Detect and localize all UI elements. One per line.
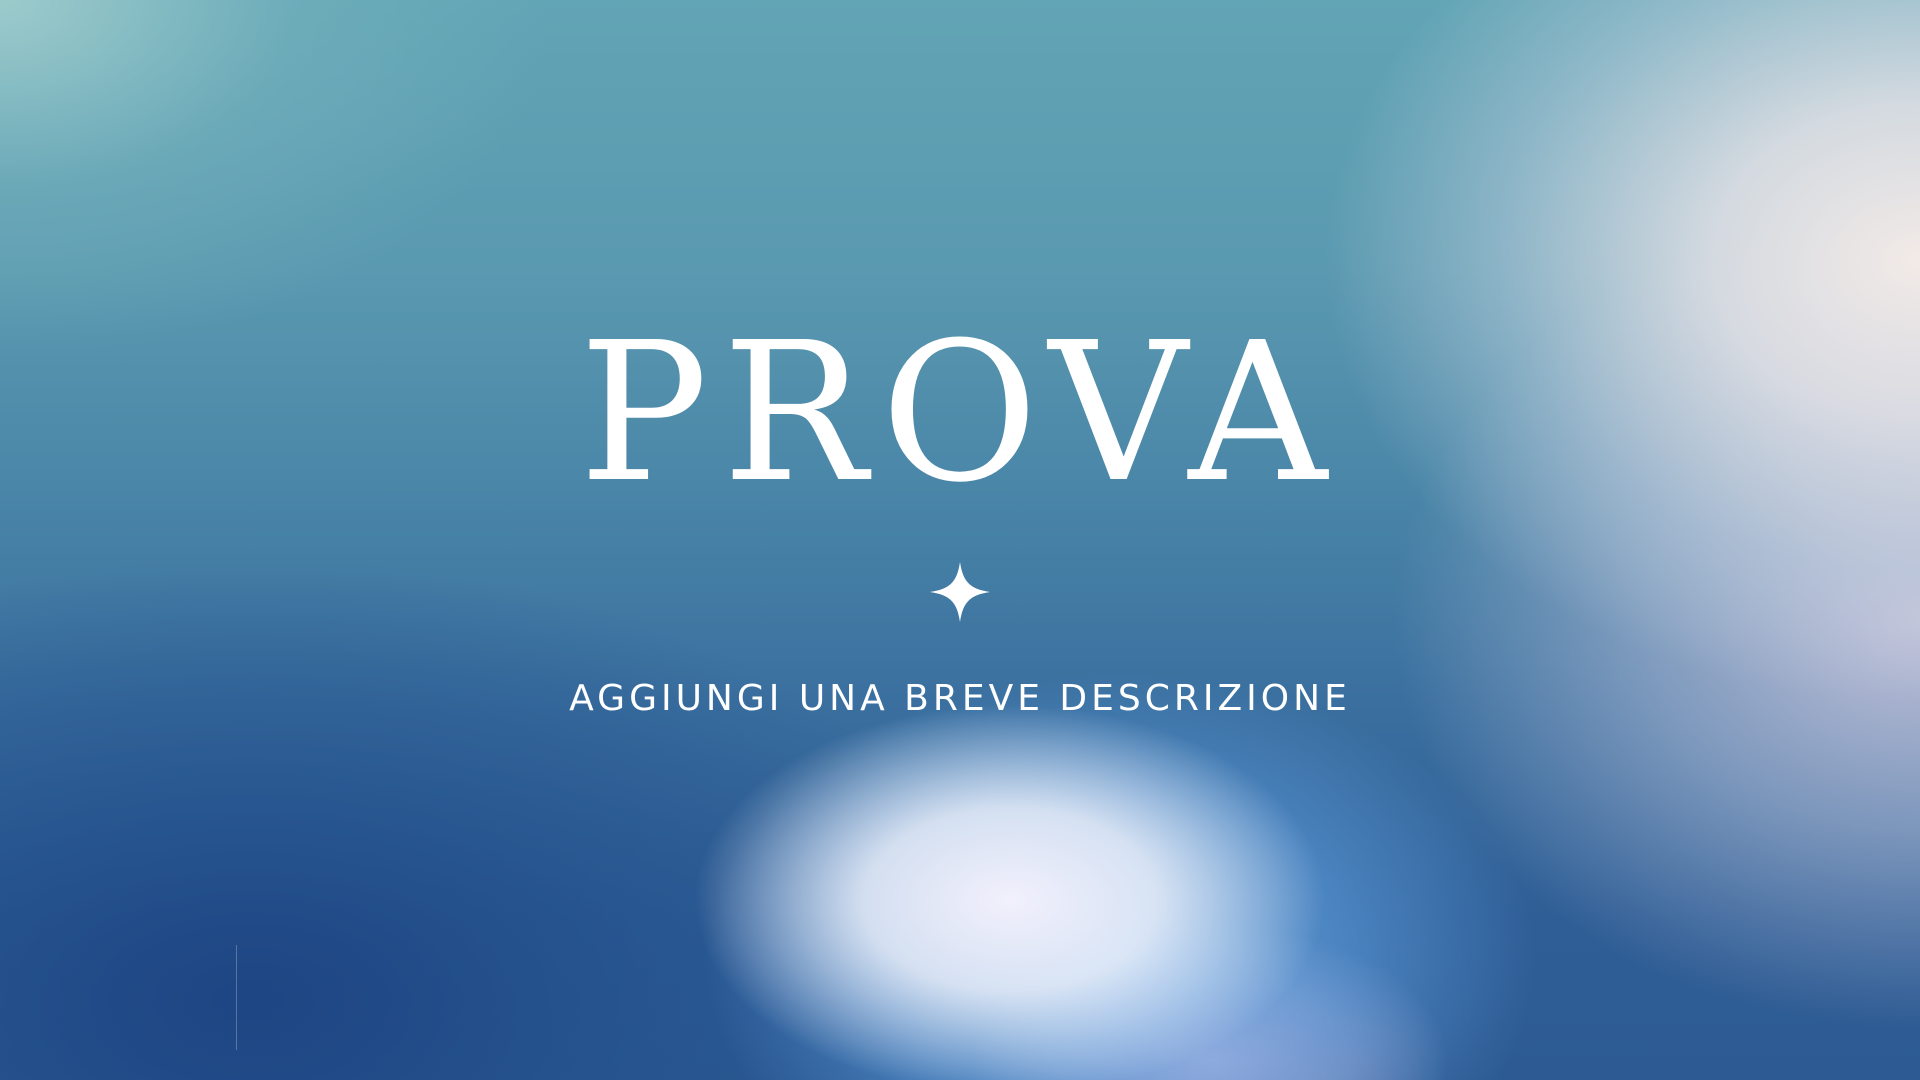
- four-point-star-icon: [930, 562, 990, 622]
- slide-title: PROVA: [578, 302, 1342, 525]
- decorative-line: [236, 945, 237, 1050]
- slide-subtitle: AGGIUNGI UNA BREVE DESCRIZIONE: [569, 678, 1351, 719]
